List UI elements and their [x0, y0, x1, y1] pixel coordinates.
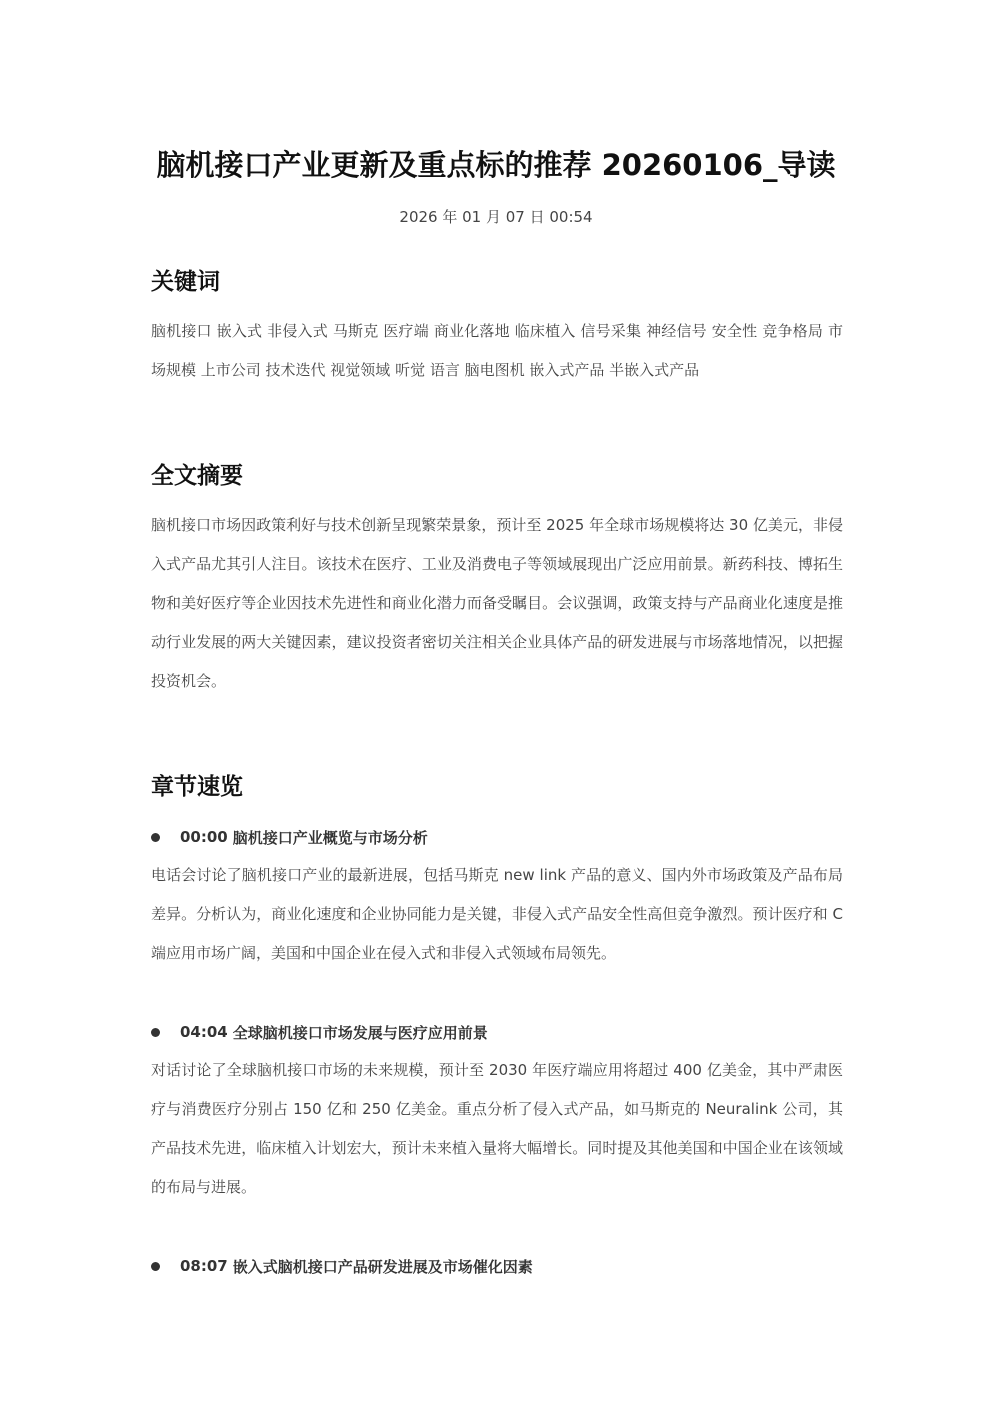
document-date: 2026 年 01 月 07 日 00:54	[399, 208, 593, 226]
chapter-title: 嵌入式脑机接口产品研发进展及市场催化因素	[232, 1257, 533, 1276]
chapter-time: 04:04	[180, 1023, 228, 1041]
chapter-title: 脑机接口产业概览与市场分析	[232, 828, 428, 847]
chapter-heading-2	[151, 1018, 843, 1046]
document-title: 脑机接口产业更新及重点标的推荐 20260106_导读	[156, 148, 836, 182]
keywords-heading: 关键词	[151, 269, 220, 295]
keywords-text: 脑机接口 嵌入式 非侵入式 马斯克 医疗端 商业化落地 临床植入 信号采集 神经信号 安全性 竞争格局 市场规模 上市公司 技术迭代 视觉领域 听觉 语言 脑电图机 嵌入式产品 半嵌入式产品	[151, 322, 843, 379]
summary-text: 脑机接口市场因政策利好与技术创新呈现繁荣景象，预计至 2025 年全球市场规模将达 30 亿美元，非侵入式产品尤其引人注目。该技术在医疗、工业及消费电子等领域展现出广泛应用前景。新药科技、博拓生物和美好医疗等企业因技术先进性和商业化潜力而备受瞩目。会议强调，政策支持与产品商业化速度是推动行业发展的两大关键因素，建议投资者密切关注相关企业具体产品的研发进展与市场落地情况，以把握投资机会。	[151, 516, 843, 690]
bullet-dot-icon	[151, 833, 160, 842]
bullet-dot-icon	[151, 1262, 160, 1271]
chapter-time: 08:07	[180, 1257, 228, 1275]
chapters-heading: 章节速览	[151, 774, 243, 800]
bullet-dot-icon	[151, 1028, 160, 1037]
chapter-text-1: 电话会讨论了脑机接口产业的最新进展，包括马斯克 new link 产品的意义、国内外市场政策及产品布局差异。分析认为，商业化速度和企业协同能力是关键，非侵入式产品安全性高但竞争激烈。预计医疗和 C 端应用市场广阔，美国和中国企业在侵入式和非侵入式领域布局领先。	[151, 866, 843, 962]
chapter-heading-3	[151, 1252, 843, 1280]
chapter-time: 00:00	[180, 828, 228, 846]
chapter-title: 全球脑机接口市场发展与医疗应用前景	[232, 1023, 488, 1042]
summary-heading: 全文摘要	[151, 463, 243, 489]
chapter-text-2: 对话讨论了全球脑机接口市场的未来规模，预计至 2030 年医疗端应用将超过 400 亿美金，其中严肃医疗与消费医疗分别占 150 亿和 250 亿美金。重点分析了侵入式产品，如马斯克的 Neuralink 公司，其产品技术先进，临床植入计划宏大，预计未来植入量将大幅增长。同时提及其他美国和中国企业在该领域的布局与进展。	[151, 1061, 843, 1196]
chapter-heading-1	[151, 823, 843, 851]
